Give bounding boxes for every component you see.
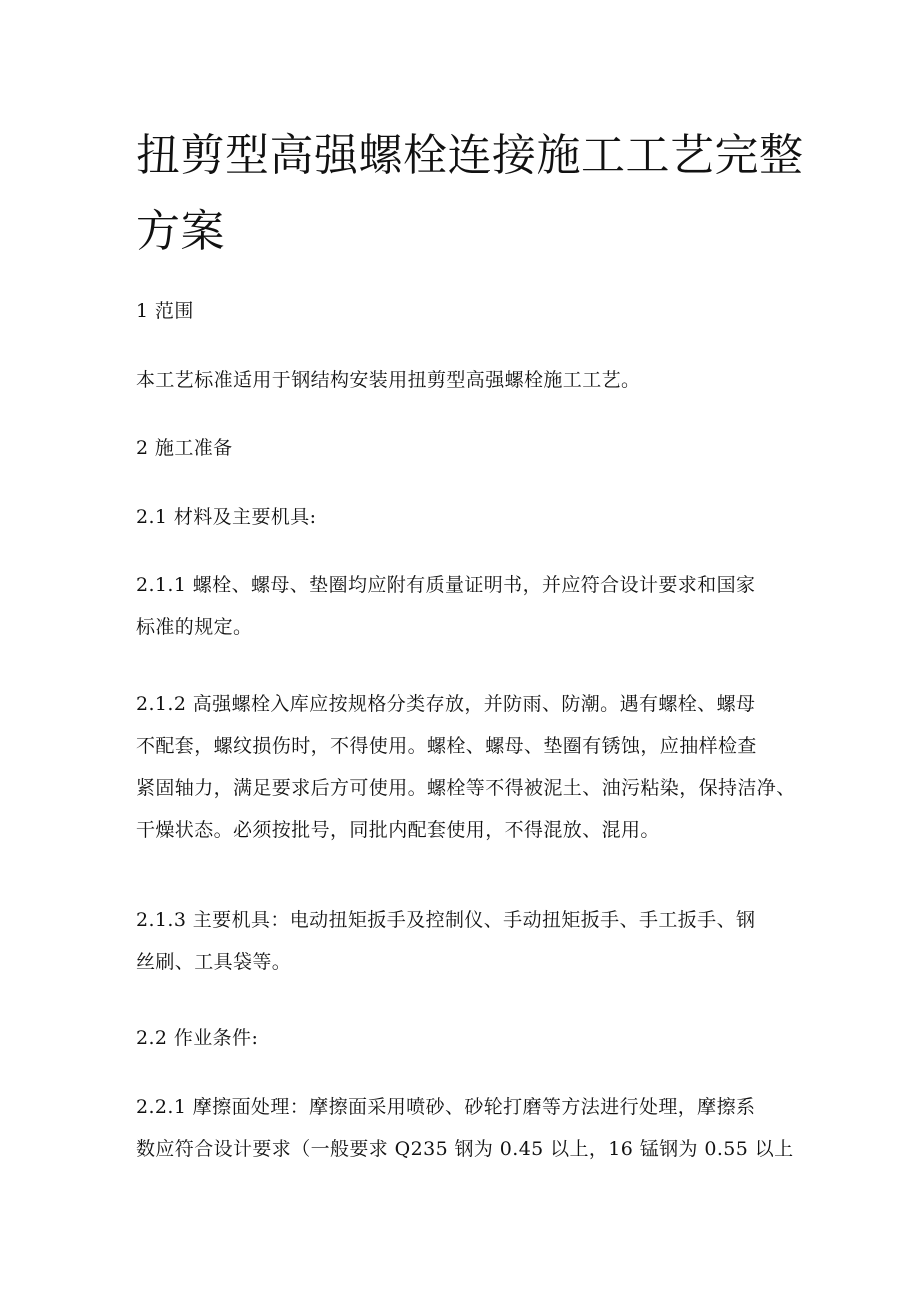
paragraph-scope [136,359,788,401]
text-line: 2.2.1 摩擦面处理：摩擦面采用喷砂、砂轮打磨等方法进行处理，摩擦系 [136,1096,756,1118]
text-line: 2 施工准备 [136,437,233,459]
page-title [136,118,804,270]
paragraph-2-1-1 [136,564,788,648]
text-line: 2.1.1 螺栓、螺母、垫圈均应附有质量证明书，并应符合设计要求和国家 [136,574,756,596]
paragraph-2-1-3 [136,899,788,983]
text-line: 1 范围 [136,300,194,322]
text-line: 丝刷、工具袋等。 [136,951,292,973]
subsection-heading-2-1 [136,496,788,538]
section-heading-1 [136,290,788,332]
text-line: 标准的规定。 [136,616,253,638]
text-line: 2.2 作业条件: [136,1027,259,1049]
subsection-heading-2-2 [136,1017,788,1059]
text-line: 干燥状态。必须按批号，同批内配套使用，不得混放、混用。 [136,819,660,841]
text-line: 2.1.2 高强螺栓入库应按规格分类存放，并防雨、防潮。遇有螺栓、螺母 [136,693,756,715]
title-line-2: 方案 [136,206,225,257]
paragraph-2-1-2 [136,683,796,851]
text-line: 数应符合设计要求（一般要求 Q235 钢为 0.45 以上，16 锰钢为 0.55 以上 [136,1138,794,1160]
text-line: 本工艺标准适用于钢结构安装用扭剪型高强螺栓施工工艺。 [136,369,641,391]
paragraph-2-2-1 [136,1086,794,1170]
text-line: 2.1.3 主要机具：电动扭矩扳手及控制仪、手动扭矩扳手、手工扳手、钢 [136,909,756,931]
text-line: 紧固轴力，满足要求后方可使用。螺栓等不得被泥土、油污粘染，保持洁净、 [136,777,796,799]
text-line: 不配套，螺纹损伤时，不得使用。螺栓、螺母、垫圈有锈蚀，应抽样检查 [136,735,757,757]
text-line: 2.1 材料及主要机具: [136,506,317,528]
title-line-1: 扭剪型高强螺栓连接施工工艺完整 [136,130,804,181]
section-heading-2 [136,427,788,469]
